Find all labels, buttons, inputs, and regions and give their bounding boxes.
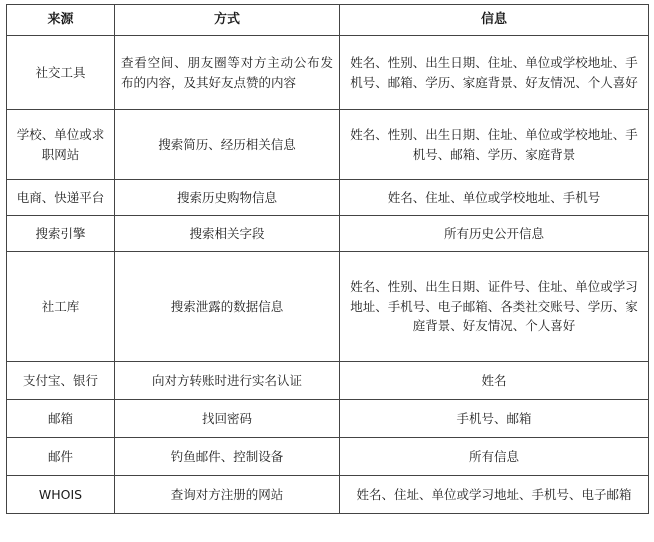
header-info: 信息 <box>340 5 649 36</box>
cell-source: 邮件 <box>7 438 115 476</box>
info-source-table <box>6 4 649 514</box>
cell-info: 姓名、性别、出生日期、证件号、住址、单位或学习地址、手机号、电子邮箱、各类社交账号、学历、家庭背景、好友情况、个人喜好 <box>340 252 649 362</box>
cell-source: 支付宝、银行 <box>7 362 115 400</box>
cell-info: 所有信息 <box>340 438 649 476</box>
cell-source: 社交工具 <box>7 36 115 110</box>
table-row <box>7 362 649 400</box>
cell-info: 手机号、邮箱 <box>340 400 649 438</box>
cell-method: 搜索历史购物信息 <box>115 180 340 216</box>
table-row <box>7 476 649 514</box>
cell-info: 姓名、性别、出生日期、住址、单位或学校地址、手机号、邮箱、学历、家庭背景 <box>340 110 649 180</box>
cell-info: 姓名、住址、单位或学习地址、手机号、电子邮箱 <box>340 476 649 514</box>
table-row <box>7 180 649 216</box>
table-row <box>7 400 649 438</box>
table-row <box>7 438 649 476</box>
cell-method: 搜索简历、经历相关信息 <box>115 110 340 180</box>
cell-info: 姓名、性别、出生日期、住址、单位或学校地址、手机号、邮箱、学历、家庭背景、好友情况、个人喜好 <box>340 36 649 110</box>
cell-method: 钓鱼邮件、控制设备 <box>115 438 340 476</box>
cell-info: 姓名、住址、单位或学校地址、手机号 <box>340 180 649 216</box>
cell-method: 向对方转账时进行实名认证 <box>115 362 340 400</box>
cell-source: 学校、单位或求职网站 <box>7 110 115 180</box>
cell-source: 社工库 <box>7 252 115 362</box>
cell-method: 搜索泄露的数据信息 <box>115 252 340 362</box>
cell-method: 查询对方注册的网站 <box>115 476 340 514</box>
header-source: 来源 <box>7 5 115 36</box>
header-method: 方式 <box>115 5 340 36</box>
table-row <box>7 216 649 252</box>
cell-source: 邮箱 <box>7 400 115 438</box>
table-row <box>7 252 649 362</box>
cell-method: 找回密码 <box>115 400 340 438</box>
cell-source: 搜索引擎 <box>7 216 115 252</box>
table-row <box>7 110 649 180</box>
cell-method: 查看空间、朋友圈等对方主动公布发布的内容，及其好友点赞的内容 <box>115 36 340 110</box>
table-header-row <box>7 5 649 36</box>
table-row <box>7 36 649 110</box>
cell-source: 电商、快递平台 <box>7 180 115 216</box>
cell-info: 姓名 <box>340 362 649 400</box>
cell-source: WHOIS <box>7 476 115 514</box>
cell-info: 所有历史公开信息 <box>340 216 649 252</box>
cell-method: 搜索相关字段 <box>115 216 340 252</box>
